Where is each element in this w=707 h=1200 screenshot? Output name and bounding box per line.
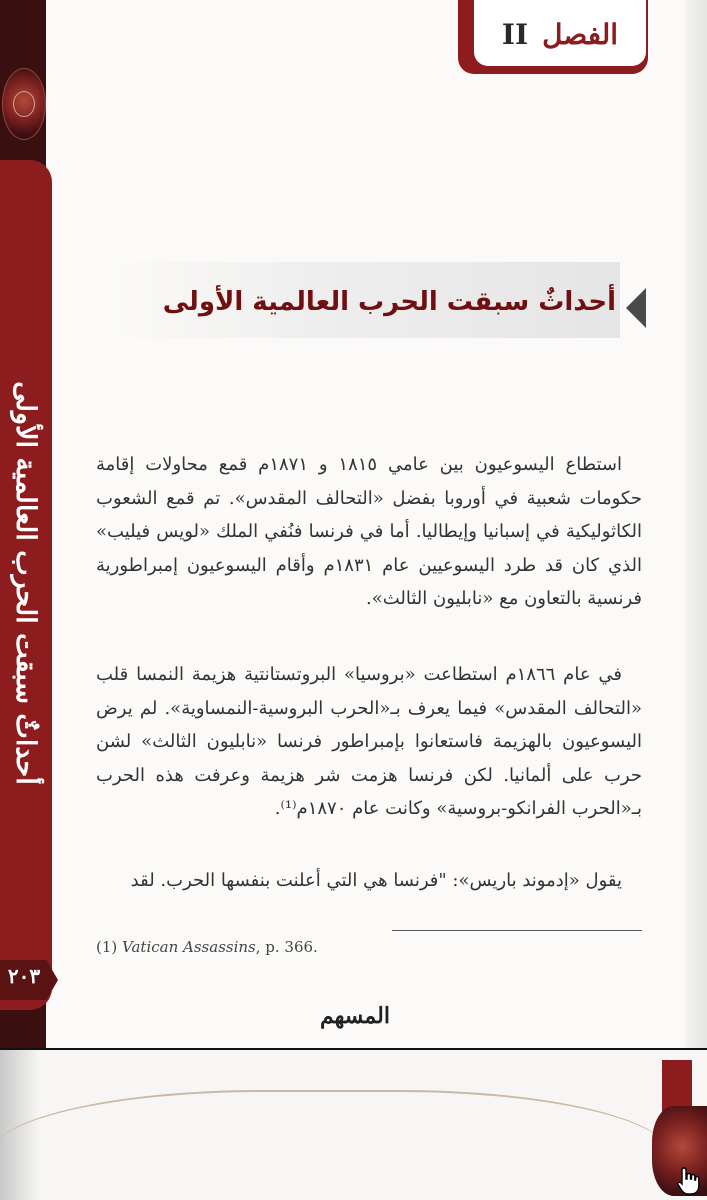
heading-arrow-icon [626, 288, 646, 328]
page-edge [685, 0, 707, 1048]
chapter-label [474, 4, 646, 66]
paragraph-3: يقول «إدموند باريس»: "فرنسا هي التي أعلنت بنفسها الحرب. لقد [130, 870, 622, 891]
next-page-preview [0, 1050, 707, 1200]
paragraph-1: استطاع اليسوعيون بين عامي ١٨١٥ و ١٨٧١م قمع محاولات إقامة حكومات شعبية في أوروبا بفضل «التحالف المقدس». تم قمع الشعوب الكاثوليكية في إسبانيا وإيطاليا. أما في فرنسا فنُفي الملك «لويس فيليب» الذي كان قد طرد اليسوعيين عام ١٨٣١م وأقام اليسوعيون إمبراطورية فرنسية بالتعاون مع «نابليون الثالث». [96, 454, 643, 609]
chapter-label-text: الفصل [542, 18, 619, 51]
publisher-logo: المسهم [320, 1003, 390, 1029]
side-title: أحداثٌ سبقت الحرب العالمية الأولى [10, 381, 41, 785]
footnote-page: , p. 366. [255, 938, 318, 956]
footnote [96, 938, 496, 956]
footnote-rule [392, 930, 642, 931]
footnote-marker: (1) [96, 938, 118, 956]
section-heading: أحداثٌ سبقت الحرب العالمية الأولى [162, 287, 616, 317]
chapter-number: II [501, 18, 529, 51]
seal-emblem-icon [2, 68, 46, 140]
hand-cursor-icon [676, 1166, 702, 1196]
footnote-title: Vatican Assassins [122, 938, 256, 956]
paragraph-2: في عام ١٨٦٦م استطاعت «بروسيا» البروتستانتية هزيمة النمسا قلب «التحالف المقدس» فيما يعرف بـ«الحرب البروسية-النمساوية». لم يرض اليسوعيون بالهزيمة فاستعانوا بإمبراطور فرنسا «نابليون الثالث» لشن حرب على ألمانيا. لكن فرنسا هزمت شر هزيمة وعرفت هذه الحرب بـ«الحرب الفرانكو-بروسية» وكانت عام ١٨٧٠م⁽¹⁾. [96, 664, 642, 819]
next-page-curve [0, 1090, 670, 1200]
seal-emblem-inner [13, 91, 35, 117]
page-number: ٢٠٣ [7, 964, 41, 988]
